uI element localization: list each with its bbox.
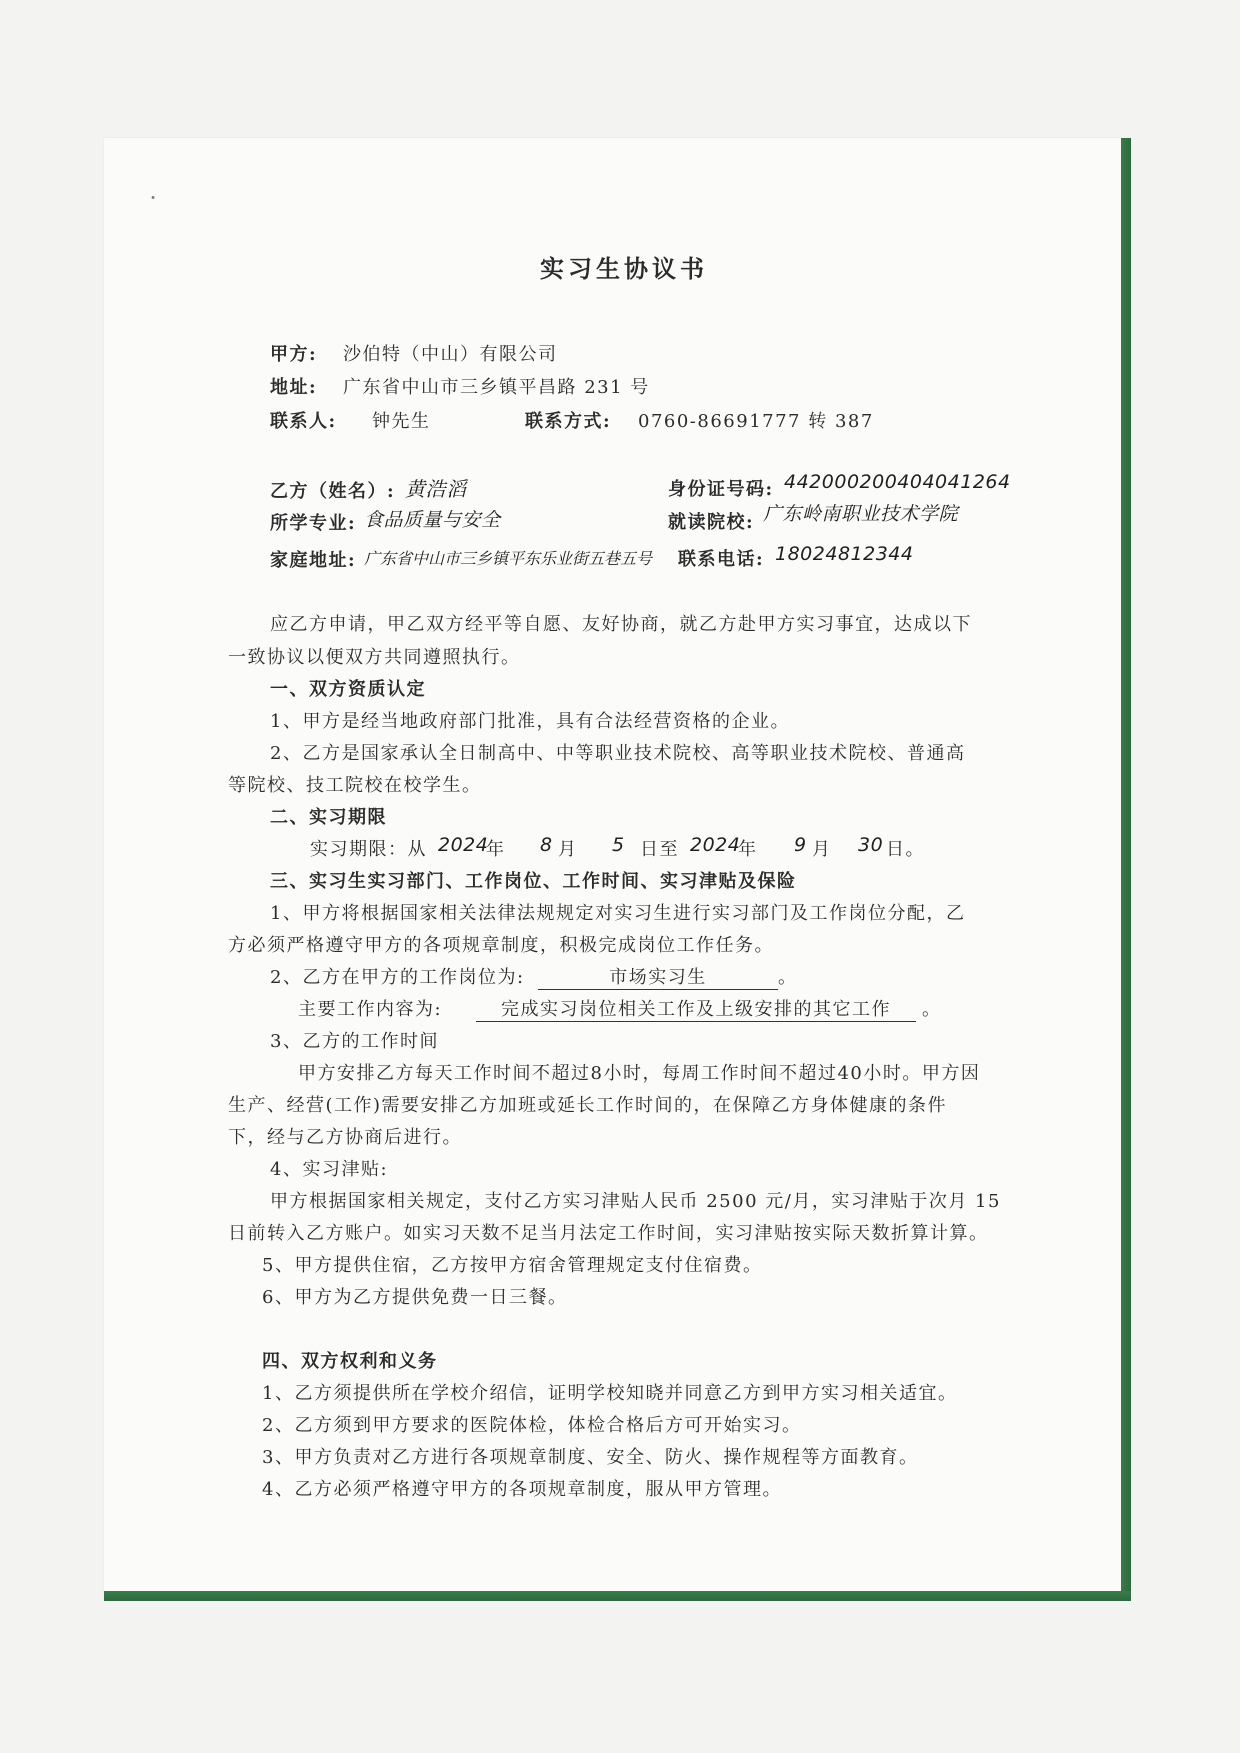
party-b-home: 广东省中山市三乡镇平东乐业街五巷五号 — [364, 549, 653, 568]
intro-line-1: 应乙方申请，甲乙双方经平等自愿、友好协商，就乙方赴甲方实习事宜，达成以下 — [270, 614, 972, 635]
duty-value: 完成实习岗位相关工作及上级安排的其它工作 — [476, 999, 916, 1022]
section-4-item-4: 4、乙方必须严格遵守甲方的各项规章制度，服从甲方管理。 — [262, 1479, 782, 1500]
duty-value-wrap — [476, 999, 942, 1022]
section-3-item-4a: 甲方根据国家相关规定，支付乙方实习津贴人民币 2500 元/月，实习津贴于次月 15 — [270, 1191, 1001, 1212]
start-year: 2024 — [438, 834, 489, 856]
party-b-id-label: 身份证号码: — [668, 479, 774, 500]
party-b-school: 广东岭南职业技术学院 — [763, 503, 959, 525]
section-3-item-3c: 下，经与乙方协商后进行。 — [228, 1127, 462, 1148]
day-to-text: 日至 — [640, 839, 679, 860]
section-1-heading: 一、双方资质认定 — [270, 679, 426, 700]
party-a-address: 广东省中山市三乡镇平昌路 231 号 — [343, 377, 650, 398]
start-year-unit: 年 — [486, 839, 506, 860]
party-a-contact: 钟先生 — [372, 411, 431, 432]
duty-label: 主要工作内容为: — [298, 999, 443, 1020]
position-value-wrap — [538, 967, 798, 990]
duty-period: 。 — [922, 999, 942, 1020]
position-period: 。 — [778, 967, 798, 988]
section-4-heading: 四、双方权利和义务 — [262, 1351, 438, 1372]
section-3-item-3-title: 3、乙方的工作时间 — [270, 1031, 439, 1052]
party-b-school-label: 就读院校: — [668, 512, 755, 533]
section-3-item-4-title: 4、实习津贴: — [270, 1159, 389, 1180]
party-b-name: 黄浩滔 — [405, 477, 467, 501]
party-b-id: 442000200404041264 — [784, 471, 1011, 493]
end-day: 30 — [858, 834, 884, 856]
section-3-item-6: 6、甲方为乙方提供免费一日三餐。 — [262, 1287, 568, 1308]
start-month-unit: 月 — [558, 839, 578, 860]
section-3-item-1a: 1、甲方将根据国家相关法律法规规定对实习生进行实习部门及工作岗位分配，乙 — [270, 903, 966, 924]
section-4-item-3: 3、甲方负责对乙方进行各项规章制度、安全、防火、操作规程等方面教育。 — [262, 1447, 919, 1468]
intro-line-2: 一致协议以便双方共同遵照执行。 — [228, 647, 521, 668]
party-a-phone-label: 联系方式: — [525, 411, 612, 432]
section-1-item-1: 1、甲方是经当地政府部门批准，具有合法经营资格的企业。 — [270, 711, 790, 732]
section-3-item-3b: 生产、经营(工作)需要安排乙方加班或延长工作时间的，在保障乙方身体健康的条件 — [228, 1095, 948, 1116]
party-b-major-label: 所学专业: — [270, 513, 357, 534]
section-3-item-5: 5、甲方提供住宿，乙方按甲方宿舍管理规定支付住宿费。 — [262, 1255, 763, 1276]
position-value: 市场实习生 — [538, 967, 778, 990]
party-a-address-label: 地址: — [270, 377, 318, 398]
section-1-item-2b: 等院校、技工院校在校学生。 — [228, 775, 482, 796]
party-b-major: 食品质量与安全 — [364, 509, 501, 531]
end-month-unit: 月 — [812, 839, 832, 860]
section-4-item-2: 2、乙方须到甲方要求的医院体检，体检合格后方可开始实习。 — [262, 1415, 802, 1436]
start-month: 8 — [540, 834, 553, 856]
section-3-heading: 三、实习生实习部门、工作岗位、工作时间、实习津贴及保险 — [270, 871, 797, 892]
document-page — [104, 138, 1131, 1598]
end-month: 9 — [794, 834, 807, 856]
party-a-phone: 0760-86691777 转 387 — [638, 411, 874, 432]
document-title: 实习生协议书 — [540, 254, 708, 283]
party-a-name: 沙伯特（中山）有限公司 — [343, 344, 558, 365]
start-day: 5 — [612, 834, 625, 856]
section-1-item-2a: 2、乙方是国家承认全日制高中、中等职业技术院校、高等职业技术院校、普通高 — [270, 743, 966, 764]
end-year: 2024 — [690, 834, 741, 856]
section-3-item-4b: 日前转入乙方账户。如实习天数不足当月法定工作时间，实习津贴按实际天数折算计算。 — [228, 1223, 989, 1244]
section-2-heading: 二、实习期限 — [270, 807, 387, 828]
internship-period-label: 实习期限：从 — [310, 839, 427, 860]
section-3-item-2-label: 2、乙方在甲方的工作岗位为: — [270, 967, 525, 988]
party-b-tel: 18024812344 — [775, 543, 914, 565]
party-a-contact-label: 联系人: — [270, 411, 337, 432]
day-end-text: 日。 — [886, 839, 925, 860]
section-3-item-3a: 甲方安排乙方每天工作时间不超过8小时，每周工作时间不超过40小时。甲方因 — [298, 1063, 981, 1084]
party-a-label: 甲方: — [270, 344, 318, 365]
page-edge-bottom — [104, 1591, 1131, 1601]
party-b-home-label: 家庭地址: — [270, 550, 357, 571]
page-edge-right — [1121, 138, 1131, 1600]
section-4-item-1: 1、乙方须提供所在学校介绍信，证明学校知晓并同意乙方到甲方实习相关适宜。 — [262, 1383, 958, 1404]
party-b-name-label: 乙方（姓名）: — [270, 481, 396, 502]
ink-smudge: · — [145, 185, 162, 212]
party-b-tel-label: 联系电话: — [678, 549, 765, 570]
end-year-unit: 年 — [738, 839, 758, 860]
section-3-item-1b: 方必须严格遵守甲方的各项规章制度，积极完成岗位工作任务。 — [228, 935, 774, 956]
